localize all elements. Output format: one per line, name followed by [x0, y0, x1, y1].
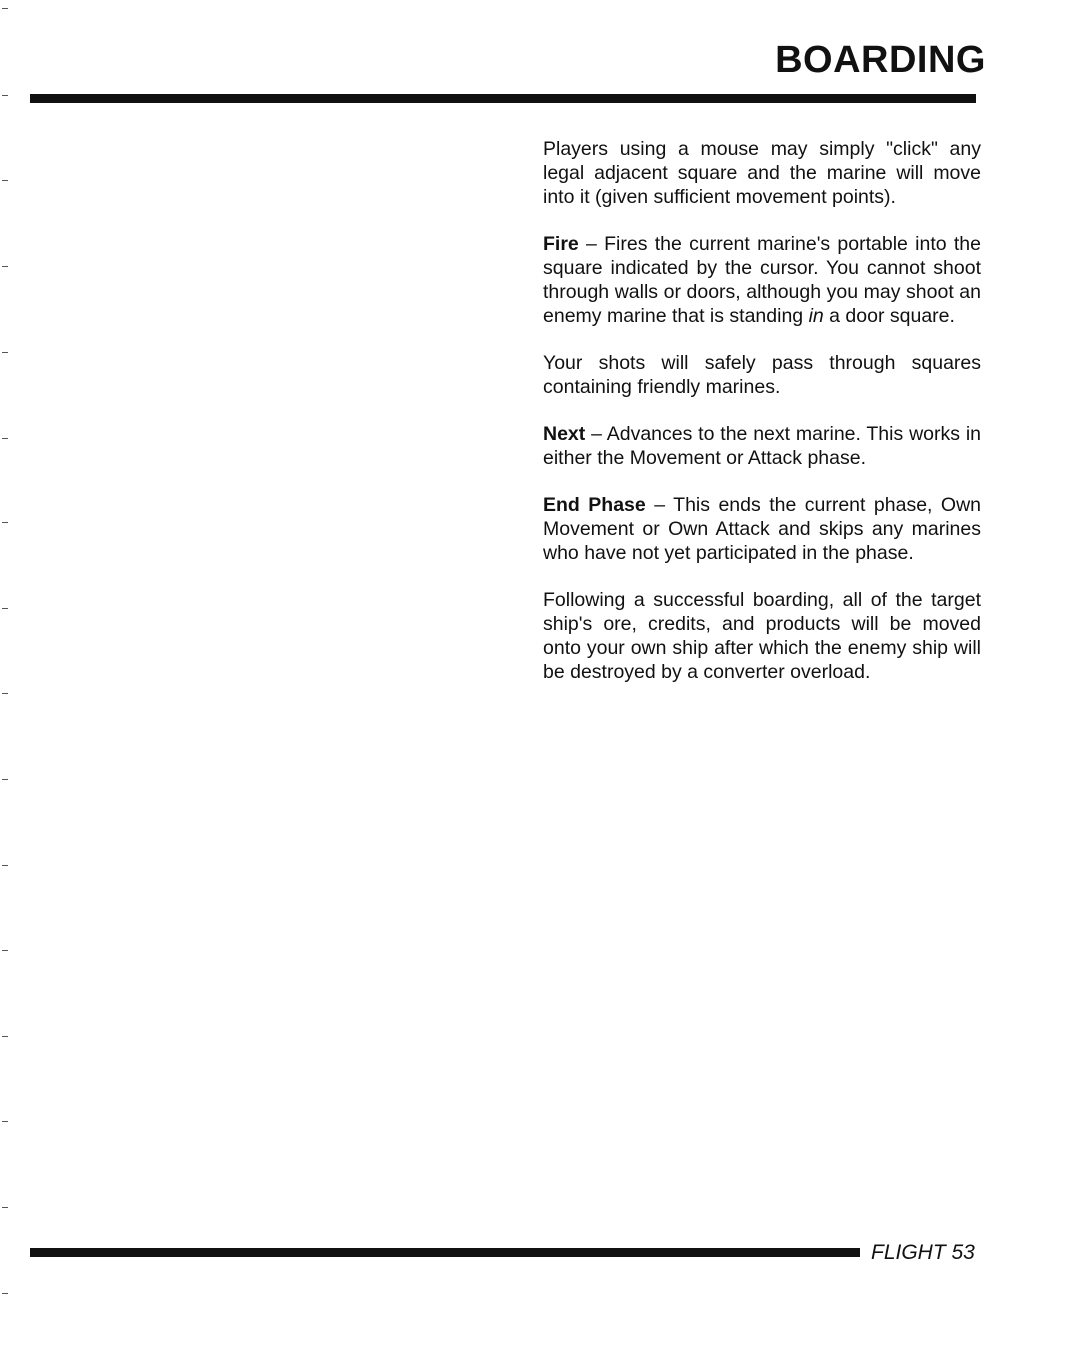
paragraph-end-phase	[543, 493, 981, 565]
term-end-phase: End Phase	[543, 494, 646, 516]
margin-mark	[2, 522, 8, 523]
footer-rule	[30, 1248, 860, 1257]
margin-mark	[2, 1293, 8, 1294]
margin-mark	[2, 438, 8, 439]
main-content	[543, 137, 981, 707]
footer-page-label: FLIGHT 53	[871, 1241, 975, 1264]
margin-mark	[2, 1207, 8, 1208]
paragraph-mouse-movement: Players using a mouse may simply "click" any legal adjacent square and the marine will move into it (given sufficient movement points).	[543, 138, 981, 208]
next-description: – Advances to the next marine. This works in either the Movement or Attack phase.	[543, 423, 981, 469]
term-fire: Fire	[543, 233, 579, 255]
margin-mark	[2, 950, 8, 951]
margin-mark	[2, 8, 8, 9]
term-next: Next	[543, 423, 586, 445]
margin-mark	[2, 180, 8, 181]
margin-mark	[2, 693, 8, 694]
paragraph-fire	[543, 232, 981, 328]
end-phase-description: – This ends the current phase, Own Movement or Own Attack and skips any marines who have not yet participated in the phase.	[543, 494, 982, 564]
page-title: BOARDING	[775, 39, 986, 81]
paragraph-next	[543, 422, 981, 470]
margin-mark	[2, 95, 8, 96]
margin-mark	[2, 865, 8, 866]
margin-mark	[2, 1036, 8, 1037]
paragraph-friendly-fire: Your shots will safely pass through squares containing friendly marines.	[543, 352, 981, 398]
margin-mark	[2, 1121, 8, 1122]
margin-mark	[2, 779, 8, 780]
header-rule	[30, 94, 976, 103]
margin-mark	[2, 352, 8, 353]
fire-emphasis: in	[808, 305, 824, 327]
margin-mark	[2, 608, 8, 609]
fire-description-end: a door square.	[823, 305, 955, 327]
fire-description-start: – Fires the current marine's portable into the square indicated by the cursor. You cannot shoot through walls or doors, although you may shoot an enemy marine that is standing	[543, 233, 981, 327]
margin-mark	[2, 266, 8, 267]
paragraph-boarding-result: Following a successful boarding, all of the target ship's ore, credits, and products will be moved onto your own ship after which the enemy ship will be destroyed by a converter overload.	[543, 589, 981, 683]
